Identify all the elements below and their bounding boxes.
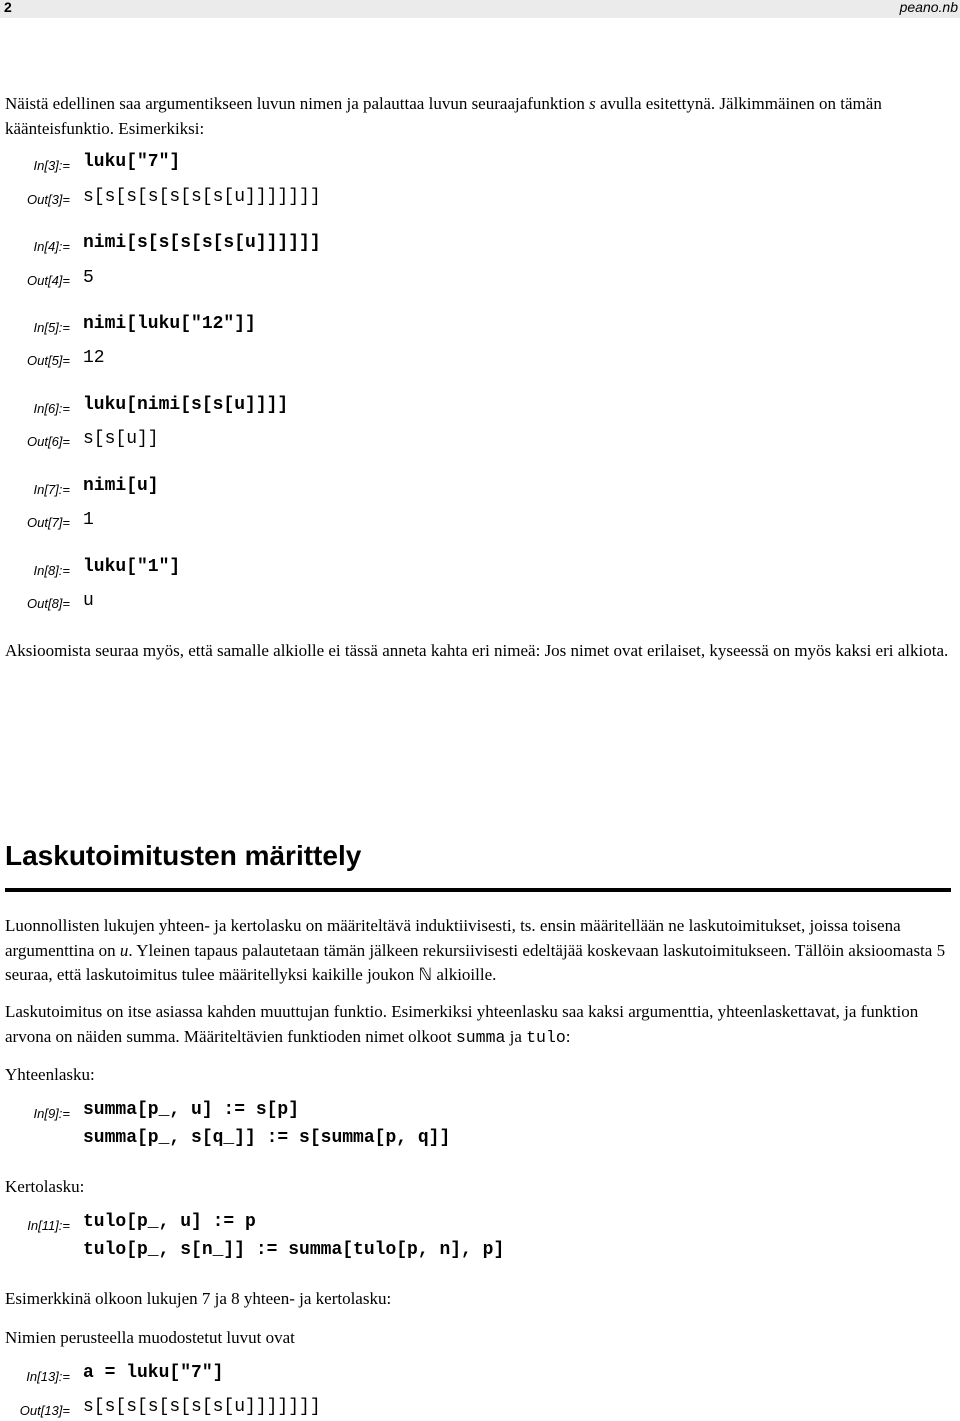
multiplication-code-line-2[interactable]: tulo[p_, s[n_]] := summa[tulo[p, n], p]	[83, 1240, 505, 1260]
section-divider	[5, 888, 951, 892]
para2-code-tulo: tulo	[526, 1027, 566, 1047]
intro-text-before: Näistä edellinen saa argumentikseen luvun nimen ja palauttaa luvun seuraajafunktion	[5, 94, 590, 113]
cell-output-value: u	[83, 591, 94, 611]
names-paragraph: Nimien perusteella muodostetut luvut ovat	[5, 1328, 295, 1347]
section-paragraph-1	[5, 914, 950, 988]
page-number: 2	[4, 0, 12, 15]
cell-output-value: s[s[u]]	[83, 429, 159, 449]
cell-output-value: s[s[s[s[s[s[s[u]]]]]]]	[83, 187, 321, 207]
intro-text-after: avulla esitettynä. Jälkimmäinen on tämän käänteisfunktio. Esimerkiksi:	[5, 94, 882, 138]
para1-text-after: . Yleinen tapaus palautetaan tämän jälkeen rekursiivisesti edeltäjää koskevaan laskutoimitukseen. Tällöin aksioomasta 5 seuraa, että laskutoimitus tulee määritellyksi kaikille joukon ℕ alkioille.	[5, 940, 946, 984]
section-title: Laskutoimitusten märittely	[5, 840, 362, 871]
para2-text-mid: ja	[505, 1026, 527, 1046]
cell-input-code[interactable]: luku["7"]	[83, 152, 181, 172]
cell-input-code[interactable]: luku["1"]	[83, 557, 181, 577]
multiplication-code-line-1[interactable]: tulo[p_, u] := p	[83, 1212, 256, 1232]
cell-out-label: Out[8]=	[27, 596, 70, 611]
cell-input-code[interactable]: luku[nimi[s[s[u]]]]	[83, 395, 289, 415]
intro-s-symbol: s	[589, 94, 596, 113]
addition-in-label: In[9]:=	[33, 1106, 70, 1121]
cell-out-label: Out[3]=	[27, 192, 70, 207]
para1-u-symbol: u	[119, 940, 129, 960]
intro-paragraph	[5, 92, 950, 141]
axioms-paragraph: Aksioomista seuraa myös, että samalle alkiolle ei tässä anneta kahta eri nimeä: Jos nimet ovat erilaiset, kyseessä on myös kaksi eri alkiota.	[5, 641, 949, 660]
example-paragraph: Esimerkkinä olkoon lukujen 7 ja 8 yhteen- ja kertolasku:	[5, 1289, 392, 1308]
cell-output-value: 12	[83, 348, 105, 368]
cell-in-label: In[13]:=	[26, 1369, 70, 1384]
addition-code-line-2[interactable]: summa[p_, s[q_]] := s[summa[p, q]]	[83, 1128, 451, 1148]
para1-text-before: Luonnollisten lukujen yhteen- ja kertolasku on määriteltävä induktiivisesti, ts. ensin määritellään ne laskutoimitukset, joissa toisena argumenttina on	[5, 916, 901, 960]
cell-out-label: Out[4]=	[27, 273, 70, 288]
cell-in-label: In[5]:=	[33, 320, 70, 335]
cell-in-label: In[3]:=	[33, 158, 70, 173]
cell-in-label: In[4]:=	[33, 239, 70, 254]
cell-output-value: 5	[83, 268, 94, 288]
addition-code-line-1[interactable]: summa[p_, u] := s[p]	[83, 1100, 300, 1120]
cell-output-value: 1	[83, 510, 94, 530]
cell-out-label: Out[13]=	[19, 1403, 70, 1418]
cell-input-code[interactable]: a = luku["7"]	[83, 1363, 224, 1383]
cell-in-label: In[8]:=	[33, 563, 70, 578]
cell-out-label: Out[6]=	[27, 434, 70, 449]
section-paragraph-2	[5, 1000, 950, 1050]
cell-output-value: s[s[s[s[s[s[s[u]]]]]]]	[83, 1397, 321, 1417]
addition-label: Yhteenlasku:	[5, 1065, 95, 1084]
para2-text-before: Laskutoimitus on itse asiassa kahden muuttujan funktio. Esimerkiksi yhteenlasku saa kaksi argumenttia, yhteenlaskettavat, ja funktion arvona on näiden summa. Määriteltävien funktioden nimet olkoot	[5, 1002, 919, 1046]
cell-out-label: Out[5]=	[27, 353, 70, 368]
para2-code-summa: summa	[455, 1027, 506, 1047]
cell-in-label: In[6]:=	[33, 401, 70, 416]
cell-out-label: Out[7]=	[27, 515, 70, 530]
page-header	[0, 0, 960, 18]
notebook-filename: peano.nb	[899, 0, 958, 15]
cell-input-code[interactable]: nimi[luku["12"]]	[83, 314, 256, 334]
multiplication-in-label: In[11]:=	[27, 1218, 70, 1233]
para2-text-after: :	[565, 1026, 571, 1046]
cell-input-code[interactable]: nimi[u]	[83, 476, 159, 496]
cell-input-code[interactable]: nimi[s[s[s[s[s[u]]]]]]	[83, 233, 321, 253]
cell-in-label: In[7]:=	[33, 482, 70, 497]
multiplication-label: Kertolasku:	[5, 1177, 85, 1196]
